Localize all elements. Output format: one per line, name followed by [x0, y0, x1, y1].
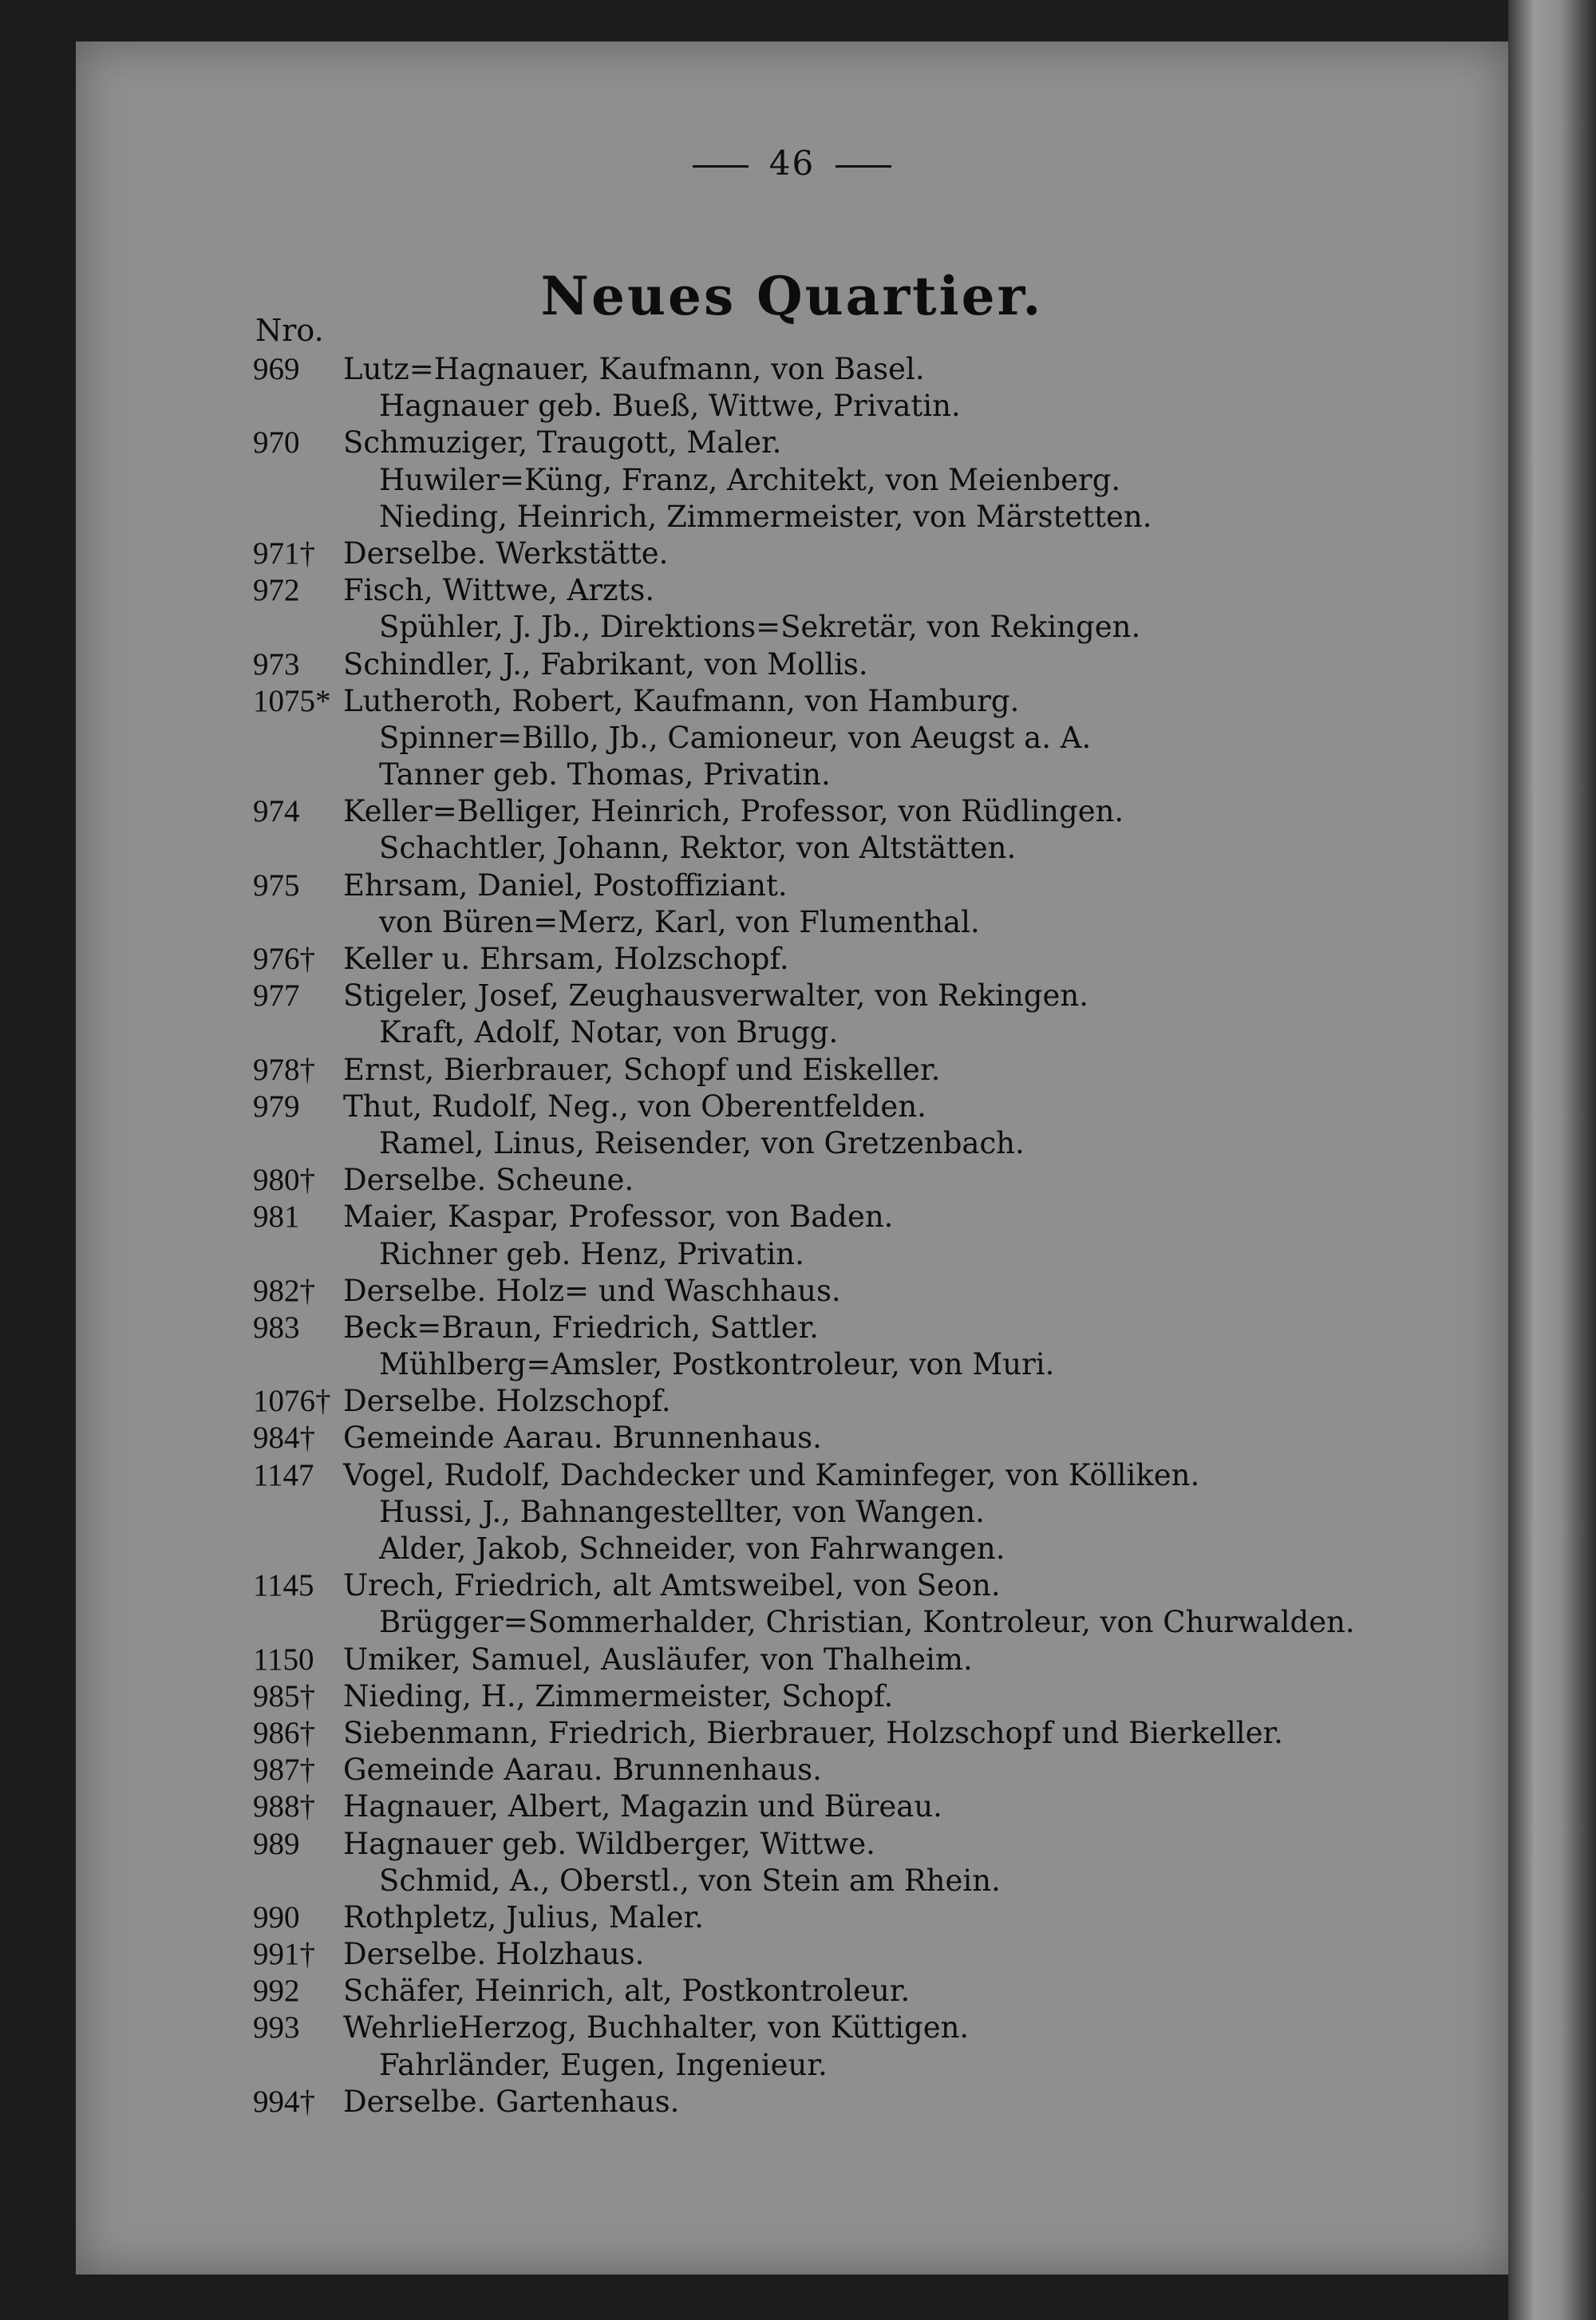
entry-text: Kraft, Adolf, Notar, von Brugg. — [379, 1015, 839, 1050]
entry-text: Fisch, Wittwe, Arzts. — [343, 573, 655, 608]
entry-text: Stigeler, Josef, Zeughausverwalter, von Rekingen. — [343, 978, 1088, 1014]
house-number: 970 — [253, 425, 300, 460]
house-number: 1145 — [253, 1568, 314, 1603]
directory-entry — [76, 499, 1508, 536]
entry-text: Derselbe. Gartenhaus. — [343, 2084, 680, 2119]
entry-text: Nieding, H., Zimmermeister, Schopf. — [343, 1678, 894, 1713]
dash-left — [693, 165, 749, 168]
directory-entry — [76, 1899, 1508, 1936]
house-number: 978† — [253, 1052, 315, 1087]
directory-entry — [76, 351, 1508, 388]
entry-text: Alder, Jakob, Schneider, von Fahrwangen. — [379, 1532, 1005, 1566]
house-number: 974 — [253, 794, 300, 829]
directory-entry — [76, 1199, 1508, 1235]
directory-entry — [76, 1273, 1508, 1310]
directory-entry — [76, 646, 1508, 683]
entry-text: Lutz=Hagnauer, Kaufmann, von Basel. — [343, 352, 925, 386]
entry-text: Beck=Braun, Friedrich, Sattler. — [343, 1310, 819, 1345]
entry-text: Derselbe. Holzschopf. — [343, 1384, 671, 1419]
entry-text: von Büren=Merz, Karl, von Flumenthal. — [379, 904, 980, 939]
entry-text: Richner geb. Henz, Privatin. — [379, 1236, 804, 1271]
entry-text: Rothpletz, Julius, Maler. — [343, 1899, 704, 1935]
directory-entry — [76, 1604, 1508, 1641]
house-number: 972 — [253, 573, 300, 608]
document-page — [76, 41, 1508, 2275]
house-number: 994† — [253, 2084, 315, 2119]
house-number: 1075* — [253, 683, 331, 718]
entry-text: Spühler, J. Jb., Direktions=Sekretär, von Rekingen. — [379, 610, 1141, 645]
house-number: 977 — [253, 978, 300, 1014]
entry-text: Ramel, Linus, Reisender, von Gretzenbach. — [379, 1125, 1025, 1160]
house-number: 982† — [253, 1273, 315, 1308]
house-number: 988† — [253, 1789, 315, 1824]
directory-entry — [76, 1125, 1508, 1162]
entry-text: Schmid, A., Oberstl., von Stein am Rhein. — [379, 1863, 1001, 1898]
directory-entry — [76, 1788, 1508, 1825]
house-number: 986† — [253, 1715, 315, 1750]
entry-text: Hagnauer geb. Wildberger, Wittwe. — [343, 1826, 875, 1861]
directory-entry — [76, 1014, 1508, 1051]
entry-text: Nieding, Heinrich, Zimmermeister, von Märstetten. — [379, 499, 1152, 534]
directory-entry — [76, 1567, 1508, 1604]
house-number: 1150 — [253, 1642, 314, 1677]
page-number — [76, 144, 1508, 183]
entry-text: Fahrländer, Eugen, Ingenieur. — [379, 2047, 828, 2082]
entry-text: Keller=Belliger, Heinrich, Professor, von Rüdlingen. — [343, 794, 1124, 829]
page-title: Neues Quartier. — [540, 265, 1044, 327]
directory-entry — [76, 1457, 1508, 1494]
directory-entries — [76, 351, 1508, 2120]
directory-entry — [76, 388, 1508, 425]
entry-text: Umiker, Samuel, Ausläufer, von Thalheim. — [343, 1642, 973, 1677]
entry-text: Derselbe. Scheune. — [343, 1163, 634, 1198]
directory-entry — [76, 1383, 1508, 1420]
entry-text: Hagnauer, Albert, Magazin und Büreau. — [343, 1789, 942, 1824]
directory-entry — [76, 1420, 1508, 1456]
directory-entry — [76, 683, 1508, 720]
book-gutter — [1508, 0, 1596, 2320]
entry-text: Brügger=Sommerhalder, Christian, Kontroleur, von Churwalden. — [379, 1605, 1355, 1640]
house-number: 993 — [253, 2010, 300, 2045]
directory-entry — [76, 1236, 1508, 1273]
directory-entry — [76, 1346, 1508, 1383]
directory-entry — [76, 830, 1508, 867]
entry-text: Keller u. Ehrsam, Holzschopf. — [343, 942, 789, 976]
entry-text: Ernst, Bierbrauer, Schopf und Eiskeller. — [343, 1052, 941, 1087]
entry-text: Schachtler, Johann, Rektor, von Altstätten. — [379, 831, 1017, 866]
entry-text: Thut, Rudolf, Neg., von Oberentfelden. — [343, 1089, 926, 1124]
house-number: 971† — [253, 536, 315, 571]
directory-entry — [76, 978, 1508, 1014]
entry-text: WehrlieHerzog, Buchhalter, von Küttigen. — [343, 2010, 970, 2045]
directory-entry — [76, 425, 1508, 461]
entry-text: Tanner geb. Thomas, Privatin. — [379, 757, 831, 792]
entry-text: Schäfer, Heinrich, alt, Postkontroleur. — [343, 1974, 911, 2009]
directory-entry — [76, 1826, 1508, 1863]
house-number: 985† — [253, 1678, 315, 1713]
entry-text: Maier, Kaspar, Professor, von Baden. — [343, 1200, 894, 1235]
house-number: 991† — [253, 1937, 315, 1972]
entry-text: Huwiler=Küng, Franz, Architekt, von Meienberg. — [379, 462, 1121, 497]
entry-text: Ehrsam, Daniel, Postoffiziant. — [343, 868, 788, 903]
house-number: 979 — [253, 1089, 300, 1124]
directory-entry — [76, 1752, 1508, 1788]
directory-entry — [76, 1310, 1508, 1346]
column-label-nro: Nro. — [255, 313, 324, 348]
house-number: 1147 — [253, 1457, 314, 1492]
entry-text: Mühlberg=Amsler, Postkontroleur, von Muri. — [379, 1347, 1055, 1382]
directory-entry — [76, 2047, 1508, 2084]
directory-entry — [76, 1973, 1508, 2010]
page-number-text: 46 — [768, 144, 816, 183]
house-number: 989 — [253, 1826, 300, 1861]
directory-entry — [76, 941, 1508, 978]
entry-text: Derselbe. Holz= und Waschhaus. — [343, 1273, 841, 1308]
house-number: 969 — [253, 352, 300, 386]
house-number: 980† — [253, 1163, 315, 1198]
dash-right — [836, 165, 891, 168]
entry-text: Spinner=Billo, Jb., Camioneur, von Aeugst a. A. — [379, 720, 1092, 755]
directory-entry — [76, 1089, 1508, 1125]
directory-entry — [76, 757, 1508, 793]
house-number: 973 — [253, 646, 300, 682]
house-number: 983 — [253, 1310, 300, 1345]
entry-text: Hussi, J., Bahnangestellter, von Wangen. — [379, 1494, 986, 1529]
directory-entry — [76, 609, 1508, 646]
entry-text: Hagnauer geb. Bueß, Wittwe, Privatin. — [379, 389, 961, 424]
house-number: 975 — [253, 868, 300, 903]
house-number: 992 — [253, 1974, 300, 2009]
entry-text: Gemeinde Aarau. Brunnenhaus. — [343, 1753, 822, 1788]
entry-text: Urech, Friedrich, alt Amtsweibel, von Seon. — [343, 1568, 1001, 1603]
house-number: 1076† — [253, 1384, 331, 1419]
directory-entry — [76, 1162, 1508, 1199]
directory-entry — [76, 1936, 1508, 1973]
house-number: 987† — [253, 1753, 315, 1788]
directory-entry — [76, 2010, 1508, 2046]
directory-entry — [76, 1863, 1508, 1899]
house-number: 976† — [253, 942, 315, 976]
entry-text: Schindler, J., Fabrikant, von Mollis. — [343, 646, 868, 682]
entry-text: Siebenmann, Friedrich, Bierbrauer, Holzschopf und Bierkeller. — [343, 1715, 1283, 1750]
directory-entry — [76, 1052, 1508, 1089]
entry-text: Derselbe. Werkstätte. — [343, 536, 669, 571]
directory-entry — [76, 720, 1508, 757]
house-number: 981 — [253, 1200, 300, 1235]
directory-entry — [76, 1642, 1508, 1678]
directory-entry — [76, 1494, 1508, 1531]
house-number: 990 — [253, 1899, 300, 1935]
directory-entry — [76, 1531, 1508, 1567]
entry-text: Gemeinde Aarau. Brunnenhaus. — [343, 1421, 822, 1456]
directory-entry — [76, 1678, 1508, 1715]
directory-entry — [76, 904, 1508, 941]
directory-entry — [76, 793, 1508, 830]
directory-entry — [76, 868, 1508, 904]
directory-entry — [76, 1715, 1508, 1752]
entry-text: Derselbe. Holzhaus. — [343, 1937, 645, 1972]
entry-text: Vogel, Rudolf, Dachdecker und Kaminfeger, von Kölliken. — [343, 1457, 1200, 1492]
directory-entry — [76, 462, 1508, 499]
entry-text: Schmuziger, Traugott, Maler. — [343, 425, 782, 460]
directory-entry — [76, 2084, 1508, 2120]
entry-text: Lutheroth, Robert, Kaufmann, von Hamburg. — [343, 683, 1020, 718]
directory-entry — [76, 536, 1508, 572]
house-number: 984† — [253, 1421, 315, 1456]
directory-entry — [76, 572, 1508, 609]
